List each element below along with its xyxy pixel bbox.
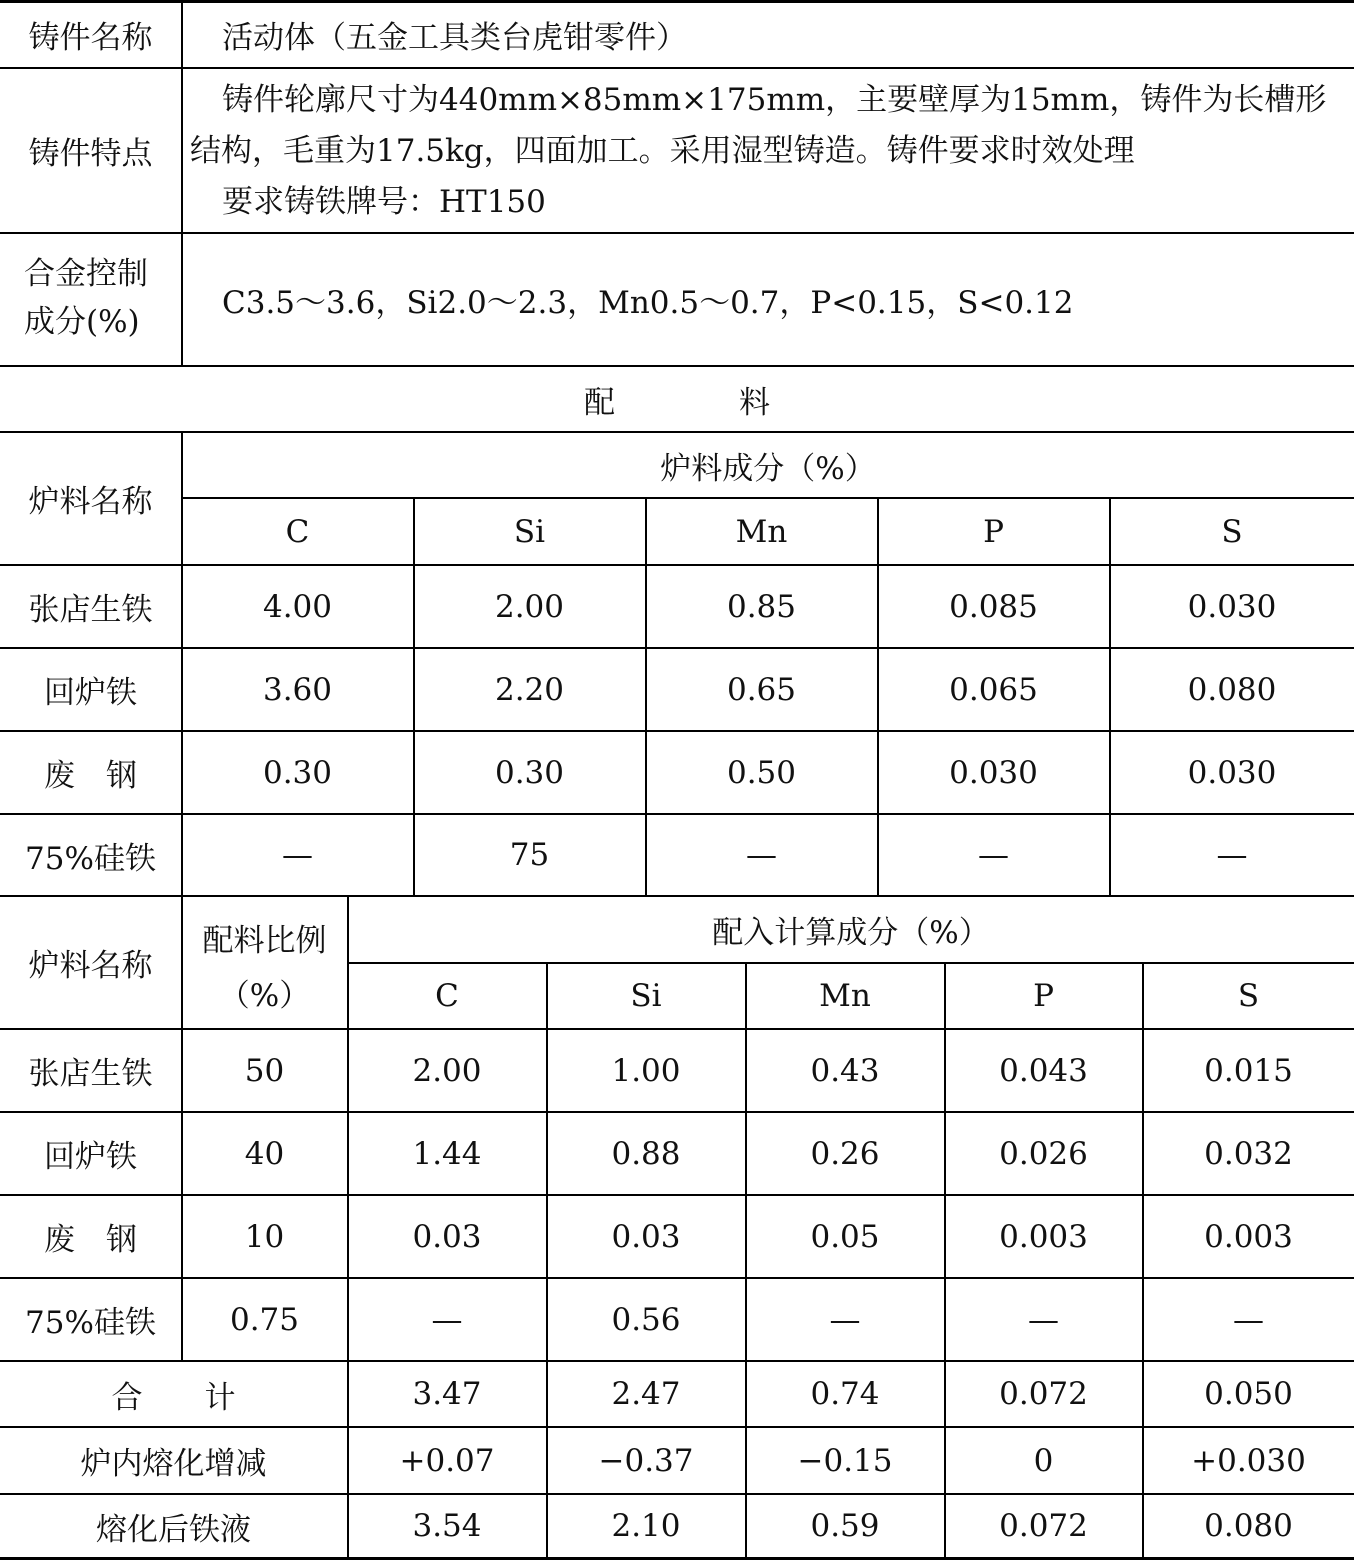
casting-features-line3: 要求铸铁牌号：HT150: [222, 184, 546, 220]
table1-row-name: 75%硅铁: [25, 840, 156, 877]
table2-ratio-header-2: （%）: [218, 977, 311, 1014]
table2-row-name: 张店生铁: [28, 1056, 153, 1092]
table2-cell: 0.043: [999, 1052, 1088, 1089]
alloy-control-label-2: 成分(%): [24, 304, 140, 340]
table2-cell: —: [1028, 1301, 1059, 1338]
table1-cell: 3.60: [262, 671, 333, 708]
table2-cell: —: [431, 1301, 463, 1338]
table1-col-si: Si: [513, 513, 546, 550]
table2-cell: 1.44: [412, 1135, 482, 1172]
table2-group-header: 配入计算成分（%）: [712, 915, 990, 951]
table1-cell: —: [746, 837, 777, 873]
table2-cell: 0.015: [1204, 1052, 1293, 1089]
summary-cell: −0.15: [797, 1442, 893, 1479]
table2-cell: 2.00: [412, 1052, 482, 1089]
summary-cell: 0.050: [1204, 1376, 1293, 1412]
table1-cell: 4.00: [262, 588, 333, 625]
casting-features-label: 铸件特点: [28, 136, 153, 172]
table1-cell: 0.030: [1187, 754, 1277, 791]
summary-cell: 0.74: [810, 1376, 880, 1412]
table1-cell: 2.00: [494, 588, 565, 625]
summary-cell: 2.10: [611, 1508, 681, 1544]
alloy-control-value: C3.5～3.6，Si2.0～2.3，Mn0.5～0.7，P<0.15，S<0.12: [222, 285, 1074, 321]
table2-cell: —: [829, 1301, 861, 1338]
summary-cell: 2.47: [611, 1376, 681, 1412]
table2-cell: 0.05: [810, 1218, 880, 1255]
table2-cell: 0.003: [1204, 1218, 1293, 1255]
table2-cell: 0.43: [810, 1052, 880, 1089]
table2-cell: 0.026: [999, 1135, 1088, 1172]
table2-ratio: 0.75: [229, 1301, 300, 1338]
table1-col-mn: Mn: [735, 513, 788, 550]
summary-cell: 0.072: [999, 1376, 1088, 1412]
table1-cell: 75: [509, 837, 550, 873]
table1-name-header: 炉料名称: [28, 484, 153, 520]
table1-cell: —: [282, 837, 313, 873]
table2-cell: 0.03: [611, 1218, 681, 1255]
table2-cell: —: [1233, 1301, 1264, 1338]
table1-cell: 0.85: [726, 588, 797, 625]
table1-col-c: C: [285, 513, 310, 550]
table2-row-name: 75%硅铁: [25, 1305, 156, 1341]
table2-ratio-header-1: 配料比例: [202, 922, 327, 959]
table1-cell: —: [978, 837, 1009, 873]
table2-col-si: Si: [630, 978, 662, 1014]
table1-cell: 0.085: [949, 588, 1038, 625]
table2-name-header: 炉料名称: [28, 948, 153, 984]
table2-ratio: 10: [244, 1218, 285, 1255]
casting-features-line1: 铸件轮廓尺寸为440mm×85mm×175mm，主要壁厚为15mm，铸件为长槽形: [222, 82, 1327, 118]
table1-col-p: P: [983, 513, 1004, 550]
summary-label-total: 合 计: [111, 1379, 236, 1416]
table1-group-header: 炉料成分（%）: [660, 450, 876, 487]
table2-cell: 0.26: [810, 1135, 880, 1172]
table2-col-mn: Mn: [819, 978, 871, 1014]
table2-cell: 0.88: [611, 1135, 681, 1172]
table1-cell: 0.030: [949, 754, 1038, 791]
casting-name-label: 铸件名称: [28, 20, 153, 56]
table2-cell: 0.032: [1204, 1135, 1293, 1172]
col-divider: [181, 0, 183, 365]
row-divider: [0, 67, 1354, 69]
table2-cell: 0.56: [611, 1301, 681, 1338]
table1-row-name: 回炉铁: [44, 675, 137, 711]
summary-cell: +0.07: [399, 1442, 495, 1479]
table2-cell: 0.003: [999, 1218, 1088, 1255]
alloy-control-label-1: 合金控制: [24, 256, 148, 292]
table2-cell: 0.03: [412, 1218, 482, 1255]
table2-cell: 1.00: [611, 1052, 681, 1089]
summary-cell: −0.37: [598, 1442, 694, 1479]
summary-cell: +0.030: [1191, 1442, 1306, 1479]
table1-cell: —: [1216, 837, 1248, 873]
table1-cell: 0.080: [1187, 671, 1277, 708]
table2-row-name: 废 钢: [44, 1222, 137, 1258]
table1-cell: 0.30: [494, 754, 565, 791]
table-border-bottom: [0, 1557, 1354, 1560]
table1-cell: 0.30: [262, 754, 333, 791]
summary-cell: 0.080: [1204, 1508, 1293, 1544]
table1-row-name: 废 钢: [44, 758, 137, 794]
section-title: 配 料: [584, 384, 770, 421]
table1-cell: 0.65: [726, 671, 797, 708]
table1-col-s: S: [1221, 513, 1243, 550]
summary-cell: 0.59: [810, 1508, 880, 1544]
summary-label-after-melt: 熔化后铁液: [96, 1511, 251, 1548]
table2-col-s: S: [1237, 978, 1260, 1014]
table1-cell: 2.20: [494, 671, 565, 708]
summary-cell: 0.072: [999, 1508, 1088, 1544]
table2-ratio: 40: [244, 1135, 285, 1172]
table2-ratio: 50: [244, 1052, 285, 1089]
casting-name-value: 活动体（五金工具类台虎钳零件）: [222, 20, 687, 56]
table1-cell: 0.50: [726, 754, 797, 791]
table2-col-c: C: [435, 978, 459, 1014]
table1-row-name: 张店生铁: [28, 592, 153, 628]
table2-col-p: P: [1033, 978, 1054, 1014]
table2-row-name: 回炉铁: [44, 1139, 137, 1175]
summary-cell: 0: [1033, 1442, 1054, 1479]
casting-features-line2: 结构，毛重为17.5kg，四面加工。采用湿型铸造。铸件要求时效处理: [190, 133, 1135, 169]
summary-cell: 3.54: [412, 1508, 482, 1544]
summary-cell: 3.47: [412, 1376, 482, 1412]
table1-cell: 0.065: [949, 671, 1038, 708]
table1-cell: 0.030: [1187, 588, 1277, 625]
summary-label-melt-change: 炉内熔化增减: [80, 1446, 267, 1482]
